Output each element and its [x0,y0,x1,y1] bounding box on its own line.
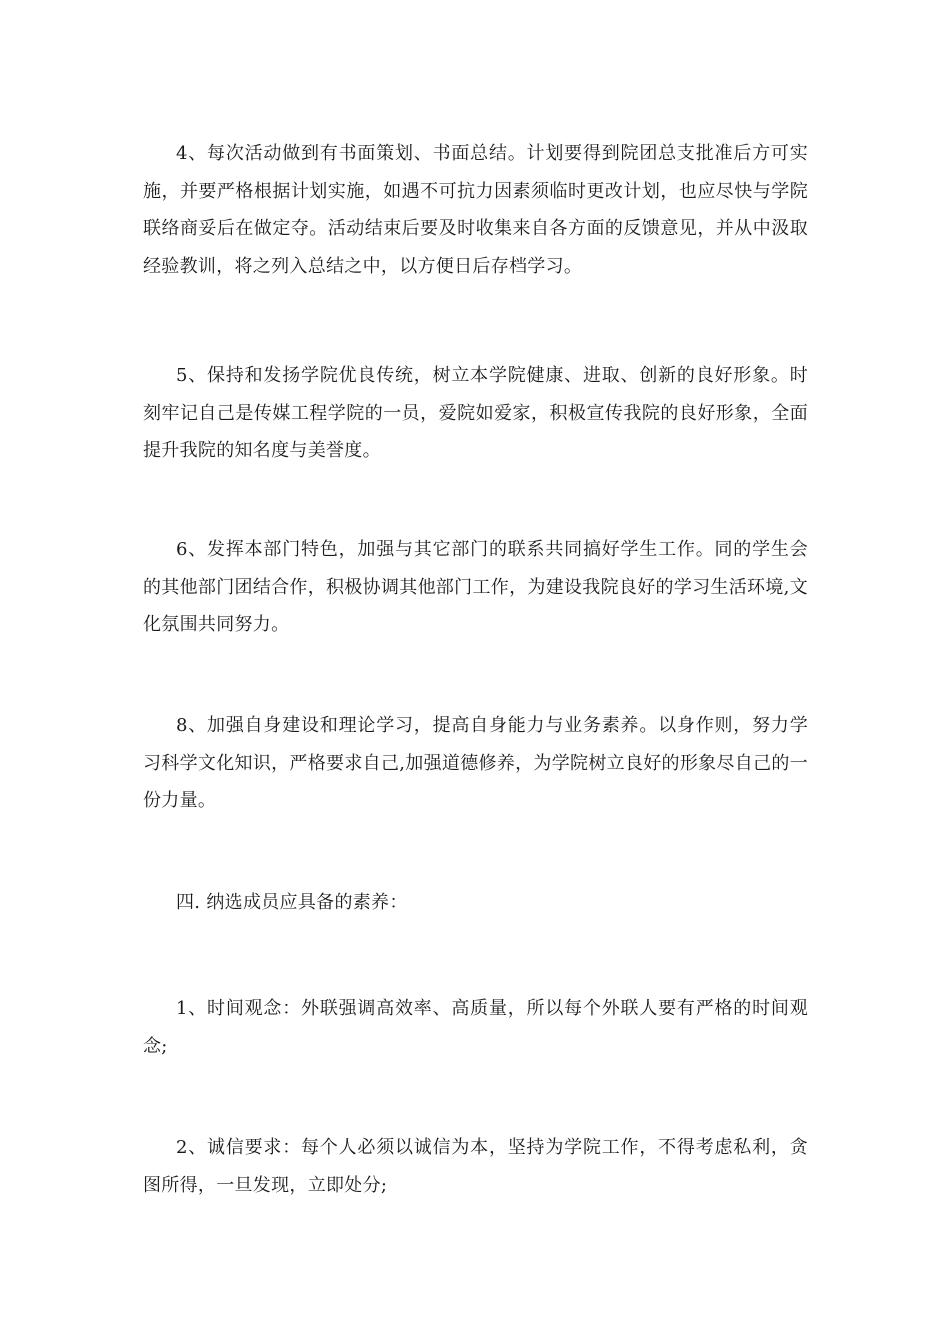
paragraph-item-8: 8、加强自身建设和理论学习，提高自身能力与业务素养。以身作则，努力学习科学文化知识，严格要求自己,加强道德修养，为学院树立良好的形象尽自己的一份力量。 [143,715,808,811]
section-heading-4: 四. 纳选成员应具备的素养： [176,892,408,913]
paragraph-time-concept: 1、时间观念：外联强调高效率、高质量，所以每个外联人要有严格的时间观念; [143,998,808,1057]
paragraph-item-6: 6、发挥本部门特色，加强与其它部门的联系共同搞好学生工作。同的学生会的其他部门团结合作，积极协调其他部门工作，为建设我院良好的学习生活环境,文化氛围共同努力。 [143,539,808,635]
paragraph-item-4: 4、每次活动做到有书面策划、书面总结。计划要得到院团总支批准后方可实施，并要严格根据计划实施，如遇不可抗力因素须临时更改计划，也应尽快与学院联络商妥后在做定夺。活动结束后要及时收集来自各方面的反馈意见，并从中汲取经验教训，将之列入总结之中，以方便日后存档学习。 [143,143,808,277]
paragraph-item-5: 5、保持和发扬学院优良传统，树立本学院健康、进取、创新的良好形象。时刻牢记自己是传媒工程学院的一员，爱院如爱家，积极宣传我院的良好形象，全面提升我院的知名度与美誉度。 [143,365,808,461]
paragraph-integrity-requirement: 2、诚信要求：每个人必须以诚信为本，坚持为学院工作，不得考虑私利，贪图所得，一旦发现，立即处分; [143,1137,808,1196]
